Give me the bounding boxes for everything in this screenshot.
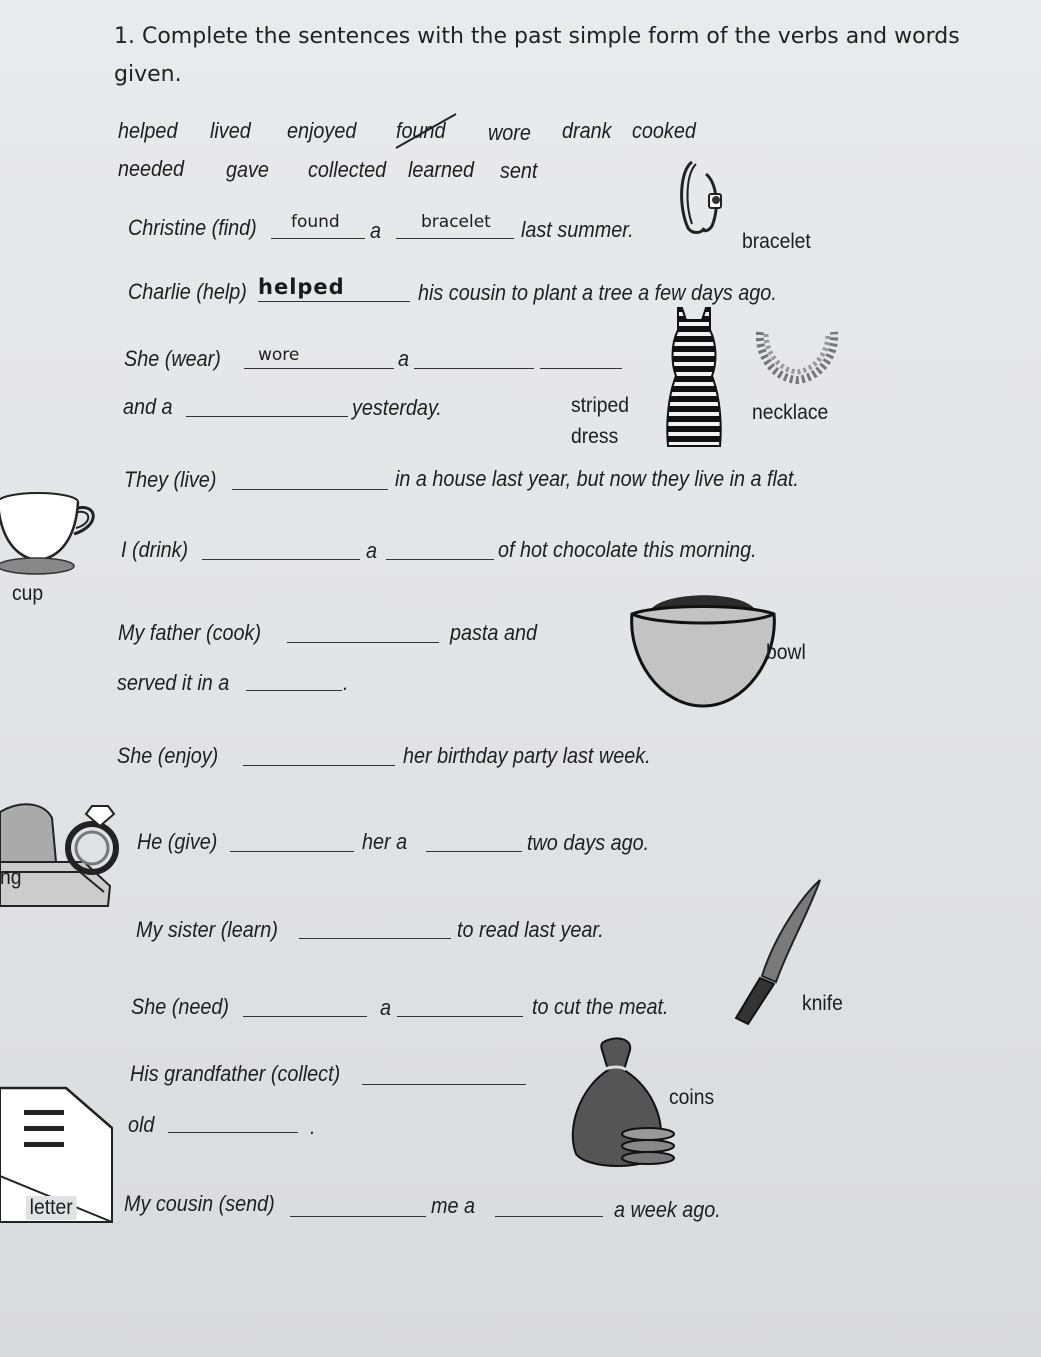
s6-after: pasta and bbox=[450, 620, 537, 645]
striped-dress-icon bbox=[664, 306, 724, 448]
word-lived: lived bbox=[210, 118, 251, 143]
s3-mid: a bbox=[398, 346, 410, 371]
s6-blank-1[interactable] bbox=[287, 642, 439, 643]
s1-mid: a bbox=[370, 218, 382, 243]
word-drank: drank bbox=[562, 118, 612, 143]
s5-text: I (drink) bbox=[121, 537, 189, 562]
s10-blank-2[interactable] bbox=[397, 1016, 523, 1017]
s12-text: My cousin (send) bbox=[124, 1191, 275, 1216]
s8-after: two days ago. bbox=[527, 830, 650, 855]
s9-blank[interactable] bbox=[299, 938, 451, 939]
s12-mid: me a bbox=[431, 1193, 476, 1218]
cup-icon bbox=[0, 490, 104, 576]
ring-label: ng bbox=[0, 866, 22, 889]
s3-answer: wore bbox=[258, 345, 300, 365]
word-gave: gave bbox=[226, 157, 269, 182]
crossed-out-mark bbox=[394, 112, 464, 152]
s2-text: Charlie (help) bbox=[128, 279, 247, 304]
s7-text: She (enjoy) bbox=[117, 743, 219, 768]
s12-blank-1[interactable] bbox=[290, 1216, 426, 1217]
bowl-icon bbox=[628, 586, 778, 710]
s4-text: They (live) bbox=[124, 467, 217, 492]
s5-after: of hot chocolate this morning. bbox=[498, 537, 757, 562]
s11-line2: old bbox=[128, 1112, 155, 1137]
word-learned: learned bbox=[408, 157, 475, 182]
s12-blank-2[interactable] bbox=[495, 1216, 603, 1217]
s9-after: to read last year. bbox=[457, 917, 604, 942]
s8-blank-2[interactable] bbox=[426, 851, 522, 852]
knife-label: knife bbox=[802, 992, 843, 1015]
necklace-icon bbox=[752, 326, 842, 390]
bowl-label: bowl bbox=[766, 641, 806, 664]
s10-mid: a bbox=[380, 995, 392, 1020]
s10-after: to cut the meat. bbox=[532, 994, 669, 1019]
dress-label: dress bbox=[571, 425, 619, 448]
cup-label: cup bbox=[12, 582, 44, 605]
s10-text: She (need) bbox=[131, 994, 229, 1019]
s1-answer-1: found bbox=[291, 212, 340, 232]
word-cooked: cooked bbox=[632, 118, 696, 143]
s9-text: My sister (learn) bbox=[136, 917, 278, 942]
s5-blank-2[interactable] bbox=[386, 559, 494, 560]
s8-blank-1[interactable] bbox=[230, 851, 354, 852]
s8-text: He (give) bbox=[137, 829, 218, 854]
s1-answer-2: bracelet bbox=[421, 212, 491, 232]
word-collected: collected bbox=[308, 157, 387, 182]
s10-blank-1[interactable] bbox=[243, 1016, 367, 1017]
s1-blank-2[interactable] bbox=[396, 238, 514, 239]
s11-blank-1[interactable] bbox=[362, 1084, 526, 1085]
s1-after: last summer. bbox=[521, 217, 634, 242]
s6-end: . bbox=[343, 670, 349, 695]
s3-after: yesterday. bbox=[352, 395, 442, 420]
s11-text: His grandfather (collect) bbox=[130, 1061, 341, 1086]
s1-text: Christine (find) bbox=[128, 215, 257, 240]
exercise-instruction: 1. Complete the sentences with the past simple form of the verbs and words given. bbox=[114, 24, 960, 87]
bracelet-label: bracelet bbox=[742, 230, 811, 253]
s1-blank-1[interactable] bbox=[271, 238, 365, 239]
s2-answer: helped bbox=[258, 275, 345, 299]
s7-after: her birthday party last week. bbox=[403, 743, 651, 768]
s12-after: a week ago. bbox=[614, 1197, 721, 1222]
s4-blank[interactable] bbox=[232, 489, 388, 490]
s2-blank[interactable] bbox=[258, 301, 410, 302]
s6-line2: served it in a bbox=[117, 670, 230, 695]
s4-after: in a house last year, but now they live in a flat. bbox=[395, 466, 799, 491]
coins-icon bbox=[568, 1036, 678, 1170]
word-enjoyed: enjoyed bbox=[287, 118, 357, 143]
letter-label: letter bbox=[26, 1196, 76, 1220]
s5-blank-1[interactable] bbox=[202, 559, 360, 560]
word-sent: sent bbox=[500, 158, 538, 183]
striped-label: striped bbox=[571, 394, 629, 417]
word-needed: needed bbox=[118, 156, 185, 181]
word-helped: helped bbox=[118, 118, 178, 143]
word-found: found bbox=[396, 118, 446, 143]
s6-text: My father (cook) bbox=[118, 620, 262, 645]
bracelet-icon bbox=[672, 156, 732, 236]
coins-label: coins bbox=[669, 1086, 715, 1109]
word-wore: wore bbox=[488, 120, 531, 145]
ring-icon bbox=[0, 800, 140, 910]
s2-after: his cousin to plant a tree a few days ago. bbox=[418, 280, 777, 305]
s3-blank-4[interactable] bbox=[186, 416, 348, 417]
s3-line2: and a bbox=[123, 394, 173, 419]
s5-mid: a bbox=[366, 538, 378, 563]
s3-blank-1[interactable] bbox=[244, 368, 394, 369]
s8-mid: her a bbox=[362, 829, 408, 854]
s11-end: . bbox=[310, 1114, 316, 1139]
s11-blank-2[interactable] bbox=[168, 1132, 298, 1133]
s6-blank-2[interactable] bbox=[246, 690, 342, 691]
s7-blank[interactable] bbox=[243, 765, 395, 766]
s3-blank-3[interactable] bbox=[540, 368, 622, 369]
s3-text: She (wear) bbox=[124, 346, 221, 371]
s3-blank-2[interactable] bbox=[414, 368, 534, 369]
necklace-label: necklace bbox=[752, 401, 829, 424]
